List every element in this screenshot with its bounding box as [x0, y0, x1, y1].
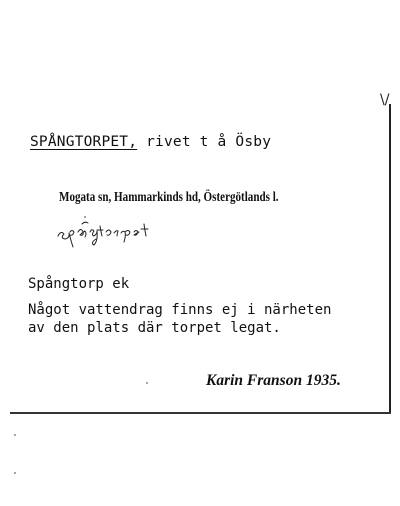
card-edge-right [389, 104, 391, 414]
speck [14, 434, 16, 436]
place-name: SPÅNGTORPET, [30, 134, 138, 150]
alt-name: Spångtorp ek [28, 276, 130, 292]
place-status: rivet t å Ösby [137, 134, 272, 150]
location-stamp: Mogata sn, Hammarkinds hd, Östergötlands l. [59, 189, 279, 204]
card-edge-bottom [10, 412, 391, 414]
description-line-1: Något vattendrag finns ej i närheten [28, 302, 332, 318]
handwritten-note [56, 208, 176, 248]
speck [146, 382, 148, 384]
speck [84, 216, 86, 218]
speck [14, 472, 16, 474]
check-mark: \/ [380, 92, 390, 108]
description-line-2: av den plats där torpet legat. [28, 320, 281, 336]
signature: Karin Franson 1935. [206, 372, 341, 389]
card-title [30, 134, 271, 150]
